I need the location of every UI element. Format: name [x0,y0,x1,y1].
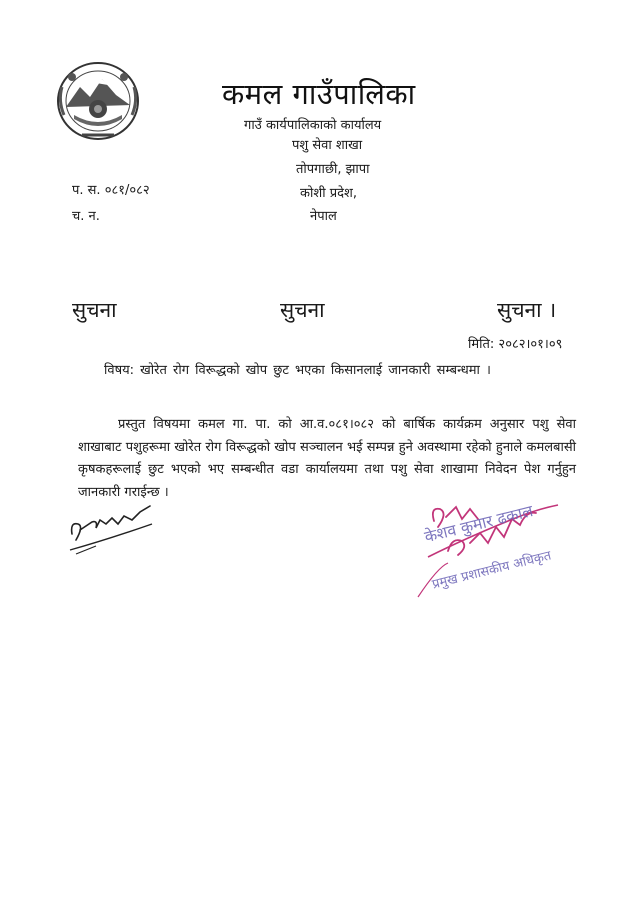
office-title: कमल गाउँपालिका [222,77,416,111]
letter-subject: विषय: खोरेत रोग विरूद्धको खोप छुट भएका किसानलाई जानकारी सम्बन्धमा । [104,363,491,378]
fiscal-year-reference: प. स. ०८१/०८२ [72,183,150,198]
letter-body-text: प्रस्तुत विषयमा कमल गा. पा. को आ.व.०८१।०८२ को बार्षिक कार्यक्रम अनुसार पशु सेवा शाखाबाट पशुहरूमा खोरेत रोग विरूद्धको खोप सञ्चालन भई सम्पन्न हुने अवस्थामा रहेको हुनाले कमलबासी कृषकहरूलाई छुट भएको भए सम्बन्धीत वडा कार्यालयमा तथा पशु सेवा शाखामा निवेदन पेश गर्नुहुन जानकारी गराईन्छ । [78,417,576,500]
signature-left [66,494,156,558]
address-province: कोशी प्रदेश, [300,186,357,201]
notice-heading-center: सुचना [280,298,325,322]
office-subtitle: गाउँ कार्यपालिकाको कार्यालय [244,118,382,133]
notice-heading-left: सुचना [72,298,117,322]
letter-date: मिति: २०८२।०१।०९ [468,337,563,352]
letter-body [78,414,576,504]
dispatch-number: च. न. [72,209,100,224]
stamp-officer-title: प्रमुख प्रशासकीय अधिकृत [430,548,553,593]
section-name: पशु सेवा शाखा [292,138,363,153]
address-location: तोपगाछी, झापा [296,162,370,177]
notice-heading-right: सुचना । [497,298,557,322]
stamp-officer-name: केशव कुमार ढकाल [422,501,535,547]
government-emblem-icon [52,57,144,145]
address-country: नेपाल [310,209,337,224]
